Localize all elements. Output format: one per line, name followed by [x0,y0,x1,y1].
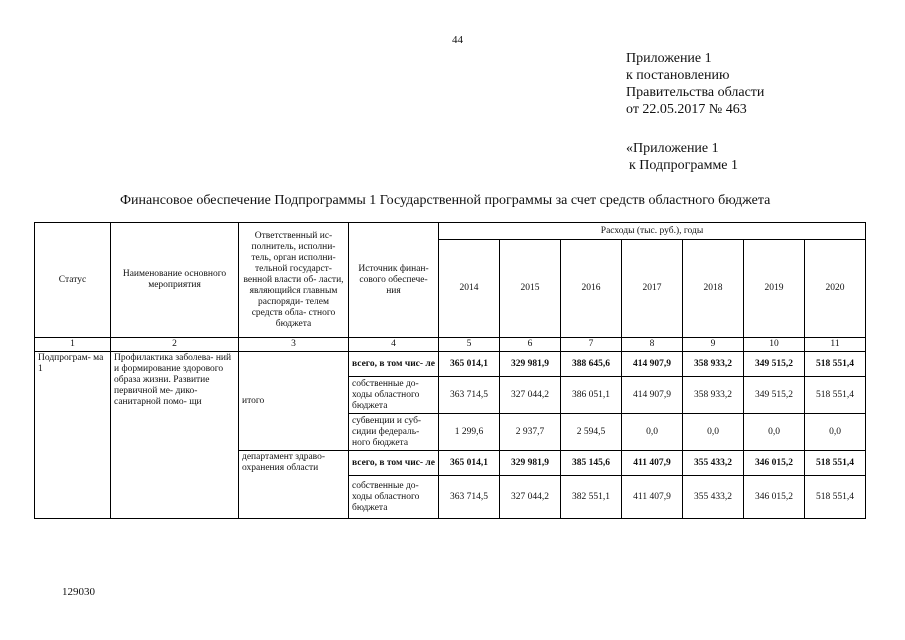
column-number: 7 [561,338,622,352]
source-cell: собственные до- ходы областного бюджета [349,476,439,519]
source-cell: всего, в том чис- ле [349,451,439,476]
table-row [35,352,866,377]
attachment-line: к постановлению [626,68,730,83]
value-cell: 363 714,5 [439,377,500,414]
value-cell: 388 645,6 [561,352,622,377]
column-number: 4 [349,338,439,352]
value-cell: 411 407,9 [622,476,683,519]
attachment-line: к Подпрограмме 1 [629,158,739,173]
value-cell: 358 933,2 [683,377,744,414]
value-cell: 386 051,1 [561,377,622,414]
value-cell: 349 515,2 [744,377,805,414]
header-row [35,223,866,240]
subprogram-attachment-block [626,140,738,174]
value-cell: 2 594,5 [561,414,622,451]
attachment-line: Правительства области [626,85,765,100]
source-cell: субвенции и суб- сидии федераль- ного бюджета [349,414,439,451]
value-cell: 329 981,9 [500,451,561,476]
value-cell: 346 015,2 [744,451,805,476]
value-cell: 365 014,1 [439,352,500,377]
value-cell: 0,0 [683,414,744,451]
year-header: 2014 [439,240,500,338]
column-number: 11 [805,338,866,352]
attachment-line: Приложение 1 [626,51,712,66]
value-cell: 358 933,2 [683,352,744,377]
value-cell: 329 981,9 [500,352,561,377]
value-cell: 1 299,6 [439,414,500,451]
value-cell: 327 044,2 [500,476,561,519]
value-cell: 411 407,9 [622,451,683,476]
value-cell: 0,0 [622,414,683,451]
year-header: 2016 [561,240,622,338]
source-cell: всего, в том чис- ле [349,352,439,377]
value-cell: 518 551,4 [805,352,866,377]
responsible-cell: итого [239,352,349,451]
year-header: 2019 [744,240,805,338]
value-cell: 365 014,1 [439,451,500,476]
document-title: Финансовое обеспечение Подпрограммы 1 Государственной программы за счет средств областного бюджета [120,193,771,208]
column-number: 9 [683,338,744,352]
column-number: 3 [239,338,349,352]
column-number: 2 [111,338,239,352]
header-responsible: Ответственный ис- полнитель, исполни- тель, орган исполни- тельной государст- венной власти об- ласти, являющийся главным распоряди- телем средств обла- стного бюджета [239,223,349,338]
column-number: 8 [622,338,683,352]
column-number: 5 [439,338,500,352]
financing-table [34,222,866,519]
value-cell: 346 015,2 [744,476,805,519]
value-cell: 349 515,2 [744,352,805,377]
value-cell: 355 433,2 [683,451,744,476]
value-cell: 2 937,7 [500,414,561,451]
value-cell: 414 907,9 [622,352,683,377]
document-code: 129030 [62,586,95,598]
value-cell: 0,0 [744,414,805,451]
value-cell: 363 714,5 [439,476,500,519]
value-cell: 518 551,4 [805,377,866,414]
header-event-name: Наименование основного мероприятия [111,223,239,338]
event-name-cell: Профилактика заболева- ний и формирование здорового образа жизни. Развитие первичной ме- дико-санитарной помо- щи [111,352,239,519]
source-cell: собственные до- ходы областного бюджета [349,377,439,414]
status-cell: Подпрограм- ма 1 [35,352,111,519]
year-header: 2017 [622,240,683,338]
value-cell: 385 145,6 [561,451,622,476]
attachment-line: «Приложение 1 [626,141,719,156]
column-number-row [35,338,866,352]
attachment-line: от 22.05.2017 № 463 [626,102,747,117]
value-cell: 518 551,4 [805,476,866,519]
value-cell: 382 551,1 [561,476,622,519]
value-cell: 355 433,2 [683,476,744,519]
value-cell: 518 551,4 [805,451,866,476]
responsible-cell: департамент здраво- охранения области [239,451,349,519]
column-number: 6 [500,338,561,352]
header-status: Статус [35,223,111,338]
year-header: 2015 [500,240,561,338]
attachment-block [626,50,764,118]
value-cell: 327 044,2 [500,377,561,414]
value-cell: 414 907,9 [622,377,683,414]
year-header: 2018 [683,240,744,338]
page-number: 44 [452,34,463,46]
value-cell: 0,0 [805,414,866,451]
header-source: Источник финан- сового обеспече- ния [349,223,439,338]
year-header: 2020 [805,240,866,338]
header-expenses: Расходы (тыс. руб.), годы [439,223,866,240]
column-number: 10 [744,338,805,352]
column-number: 1 [35,338,111,352]
